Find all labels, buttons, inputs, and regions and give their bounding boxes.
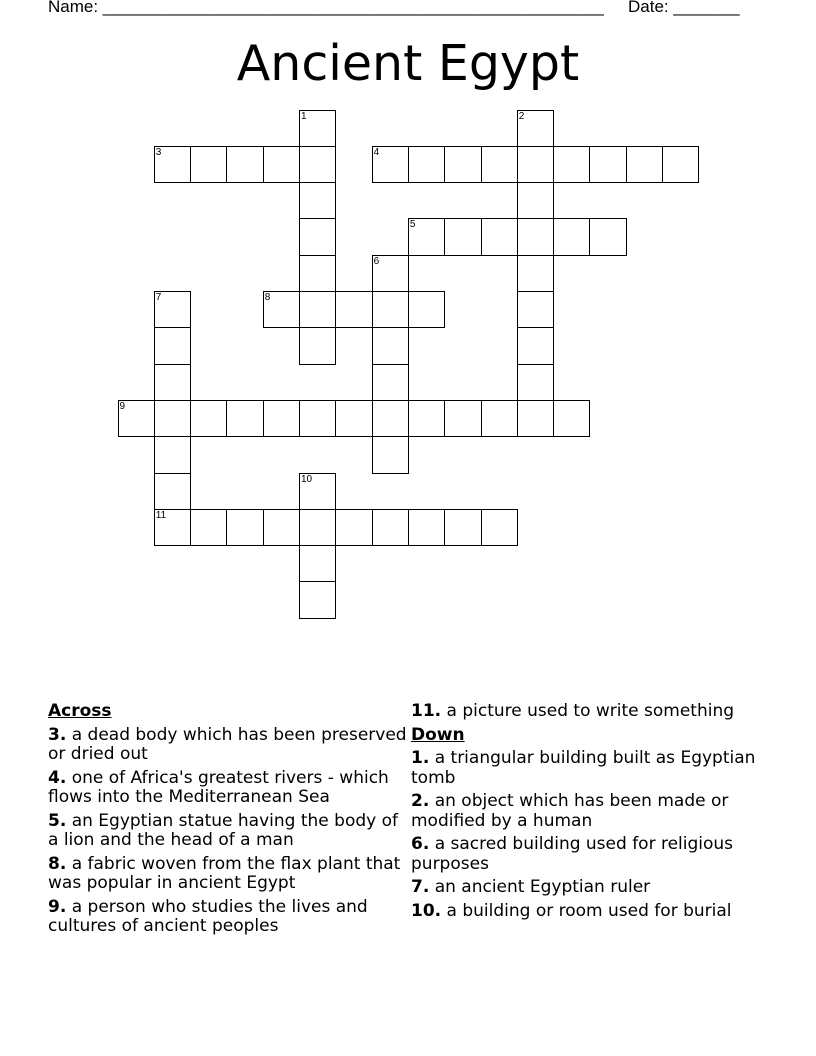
grid-cell[interactable]	[299, 400, 336, 437]
grid-cell[interactable]	[335, 509, 372, 546]
grid-cell[interactable]	[553, 146, 590, 183]
grid-cell[interactable]	[589, 146, 626, 183]
grid-cell[interactable]	[517, 327, 554, 364]
clue-number-label: 9	[119, 400, 126, 412]
grid-cell[interactable]	[372, 291, 409, 328]
name-field-label[interactable]: Name: _____________________________________________________	[48, 0, 604, 16]
grid-cell[interactable]	[517, 110, 554, 147]
clues-right-column	[411, 702, 771, 925]
clue-text: a sacred building used for religious purposes	[411, 834, 734, 874]
grid-cell[interactable]	[372, 400, 409, 437]
grid-cell[interactable]	[299, 182, 336, 219]
grid-cell[interactable]	[335, 400, 372, 437]
clue-number: 4.	[48, 767, 67, 788]
clue-text: an Egyptian statue having the body of a lion and the head of a man	[48, 810, 398, 850]
grid-cell[interactable]	[263, 509, 300, 546]
grid-cell[interactable]	[154, 436, 191, 473]
grid-cell[interactable]	[517, 400, 554, 437]
grid-cell[interactable]	[481, 400, 518, 437]
grid-cell[interactable]	[263, 146, 300, 183]
grid-cell[interactable]	[372, 509, 409, 546]
clue-number-label: 7	[155, 292, 162, 303]
clue-across-8	[48, 855, 408, 894]
date-field-label[interactable]: Date: _______	[628, 0, 740, 16]
clue-across-9	[48, 898, 408, 937]
grid-cell[interactable]	[299, 509, 336, 546]
clue-number-label: 5	[409, 219, 416, 231]
grid-cell[interactable]	[626, 146, 663, 183]
grid-cell[interactable]	[553, 218, 590, 255]
grid-cell[interactable]	[408, 291, 445, 328]
grid-cell[interactable]	[154, 364, 191, 401]
clue-number-label: 10	[301, 473, 313, 485]
clue-down-6	[411, 835, 771, 874]
clue-number: 6.	[411, 834, 430, 854]
clue-number: 3.	[48, 724, 67, 745]
grid-cell[interactable]	[190, 509, 227, 546]
grid-cell[interactable]	[154, 146, 191, 183]
grid-cell[interactable]	[517, 364, 554, 401]
grid-cell[interactable]	[299, 581, 336, 618]
clue-text: one of Africa's greatest rivers - which flows into the Mediterranean Sea	[48, 767, 389, 807]
down-heading: Down	[411, 724, 465, 745]
clue-number: 2.	[411, 791, 430, 811]
grid-cell[interactable]	[226, 400, 263, 437]
clue-text: a fabric woven from the flax plant that was popular in ancient Egypt	[48, 853, 401, 893]
clue-number-label: 8	[264, 292, 271, 303]
grid-cell[interactable]	[335, 291, 372, 328]
clue-number: 11.	[411, 701, 442, 721]
grid-cell[interactable]	[517, 291, 554, 328]
clue-across-11	[411, 702, 771, 722]
clue-number-label: 11	[155, 509, 167, 521]
clue-number: 5.	[48, 810, 67, 831]
grid-cell[interactable]	[226, 146, 263, 183]
grid-cell[interactable]	[553, 400, 590, 437]
grid-cell[interactable]	[517, 255, 554, 292]
grid-cell[interactable]	[299, 327, 336, 364]
grid-cell[interactable]	[299, 291, 336, 328]
grid-cell[interactable]	[154, 473, 191, 510]
clue-number-label: 6	[373, 255, 380, 267]
clue-number: 7.	[411, 877, 430, 897]
across-heading: Across	[48, 701, 112, 721]
puzzle-title: Ancient Egypt	[236, 35, 580, 92]
grid-cell[interactable]	[299, 218, 336, 255]
grid-cell[interactable]	[190, 400, 227, 437]
clue-number-label: 3	[155, 146, 162, 158]
clue-down-1	[411, 749, 771, 788]
grid-cell[interactable]	[118, 400, 155, 437]
grid-cell[interactable]	[299, 255, 336, 292]
grid-cell[interactable]	[372, 255, 409, 292]
grid-cell[interactable]	[299, 110, 336, 147]
grid-cell[interactable]	[408, 218, 445, 255]
grid-cell[interactable]	[444, 146, 481, 183]
grid-cell[interactable]	[444, 400, 481, 437]
clue-text: an ancient Egyptian ruler	[434, 877, 651, 897]
grid-cell[interactable]	[372, 327, 409, 364]
grid-cell[interactable]	[408, 146, 445, 183]
grid-cell[interactable]	[299, 146, 336, 183]
grid-cell[interactable]	[517, 182, 554, 219]
clue-across-5	[48, 812, 408, 851]
grid-cell[interactable]	[408, 509, 445, 546]
clue-text: a building or room used for burial	[446, 900, 732, 921]
grid-cell[interactable]	[190, 146, 227, 183]
clues-left-column	[48, 702, 408, 941]
clue-across-3	[48, 726, 408, 765]
grid-cell[interactable]	[517, 146, 554, 183]
clue-number-label: 1	[301, 110, 307, 122]
grid-cell[interactable]	[263, 291, 300, 328]
grid-cell[interactable]	[481, 146, 518, 183]
grid-cell[interactable]	[299, 473, 336, 510]
clue-down-7	[411, 878, 771, 898]
clue-number: 9.	[48, 896, 67, 917]
clue-text: a person who studies the lives and cultures of ancient peoples	[48, 896, 368, 936]
grid-cell[interactable]	[263, 400, 300, 437]
grid-cell[interactable]	[481, 509, 518, 546]
grid-cell[interactable]	[154, 400, 191, 437]
grid-cell[interactable]	[589, 218, 626, 255]
grid-cell[interactable]	[408, 400, 445, 437]
clue-number-label: 4	[373, 146, 380, 158]
clue-number: 8.	[48, 853, 67, 874]
grid-cell[interactable]	[662, 146, 699, 183]
grid-cell[interactable]	[444, 509, 481, 546]
clue-text: an object which has been made or modified by a human	[411, 791, 729, 831]
clue-number: 10.	[411, 900, 442, 921]
grid-cell[interactable]	[372, 436, 409, 473]
grid-cell[interactable]	[154, 509, 191, 546]
grid-cell[interactable]	[372, 146, 409, 183]
clue-text: a picture used to write something	[446, 701, 735, 721]
clue-down-2	[411, 792, 771, 831]
clue-text: a dead body which has been preserved or dried out	[48, 724, 407, 764]
clue-across-4	[48, 769, 408, 808]
grid-cell[interactable]	[299, 545, 336, 582]
clue-text: a triangular building built as Egyptian tomb	[411, 748, 756, 788]
grid-cell[interactable]	[154, 327, 191, 364]
clue-number-label: 2	[518, 110, 525, 122]
grid-cell[interactable]	[372, 364, 409, 401]
clue-down-10	[411, 902, 771, 922]
grid-cell[interactable]	[517, 218, 554, 255]
clue-number: 1.	[411, 748, 430, 768]
grid-cell[interactable]	[481, 218, 518, 255]
grid-cell[interactable]	[444, 218, 481, 255]
grid-cell[interactable]	[154, 291, 191, 328]
grid-cell[interactable]	[226, 509, 263, 546]
